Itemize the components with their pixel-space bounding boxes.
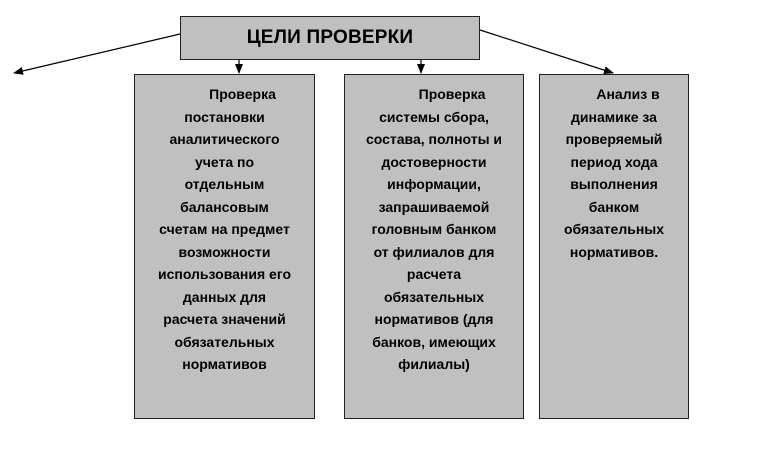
goal-line: головным банком	[371, 221, 497, 237]
goal-line: банков, имеющих	[372, 333, 496, 350]
goal-line: расчета	[406, 266, 462, 282]
goal-line: нормативов.	[569, 243, 659, 260]
goal-line: счетам на предмет	[159, 221, 290, 237]
goal-line: Проверка	[418, 86, 486, 102]
goal-line: нормативов	[182, 356, 267, 372]
goal-line: проверяемый	[565, 131, 663, 147]
goal-line: учета по	[194, 153, 255, 170]
goal-line: обязательных	[174, 333, 275, 350]
goal-line: Анализ в	[596, 86, 660, 102]
goal-line: нормативов (для	[374, 311, 494, 327]
goal-box-accounting	[134, 74, 315, 419]
goal-line: выполнения	[570, 176, 658, 192]
goal-line: аналитического	[169, 131, 280, 147]
goal-box-information-system	[344, 74, 524, 419]
goal-line: филиалы)	[398, 356, 470, 372]
goal-line: постановки	[184, 108, 265, 125]
goal-line: балансовым	[180, 198, 269, 215]
goal-line: банком	[588, 198, 640, 215]
goal-line: использования его	[157, 266, 292, 282]
goal-line: достоверности	[381, 153, 487, 170]
goal-line: состава, полноты и	[365, 131, 503, 147]
arrow-to-goal-3	[480, 30, 613, 73]
diagram-title: ЦЕЛИ ПРОВЕРКИ	[246, 27, 414, 48]
goal-line: динамике за	[571, 108, 657, 125]
goal-line: период хода	[570, 153, 658, 170]
goal-line: запрашиваемой	[378, 198, 490, 215]
goal-line: от филиалов для	[373, 243, 495, 260]
diagram-title-box	[180, 16, 480, 60]
arrow-left-offscreen	[14, 34, 180, 73]
goal-line: возможности	[178, 243, 271, 260]
goal-line: данных для	[182, 288, 267, 305]
goal-line: отдельным	[184, 176, 265, 192]
goal-line: системы сбора,	[379, 108, 489, 125]
goal-line: обязательных	[383, 288, 485, 305]
goal-line: Проверка	[209, 86, 276, 102]
goal-line: обязательных	[563, 221, 665, 237]
goal-box-dynamics-analysis	[539, 74, 689, 419]
goal-line: информации,	[387, 176, 481, 192]
goal-line: расчета значений	[163, 311, 286, 327]
